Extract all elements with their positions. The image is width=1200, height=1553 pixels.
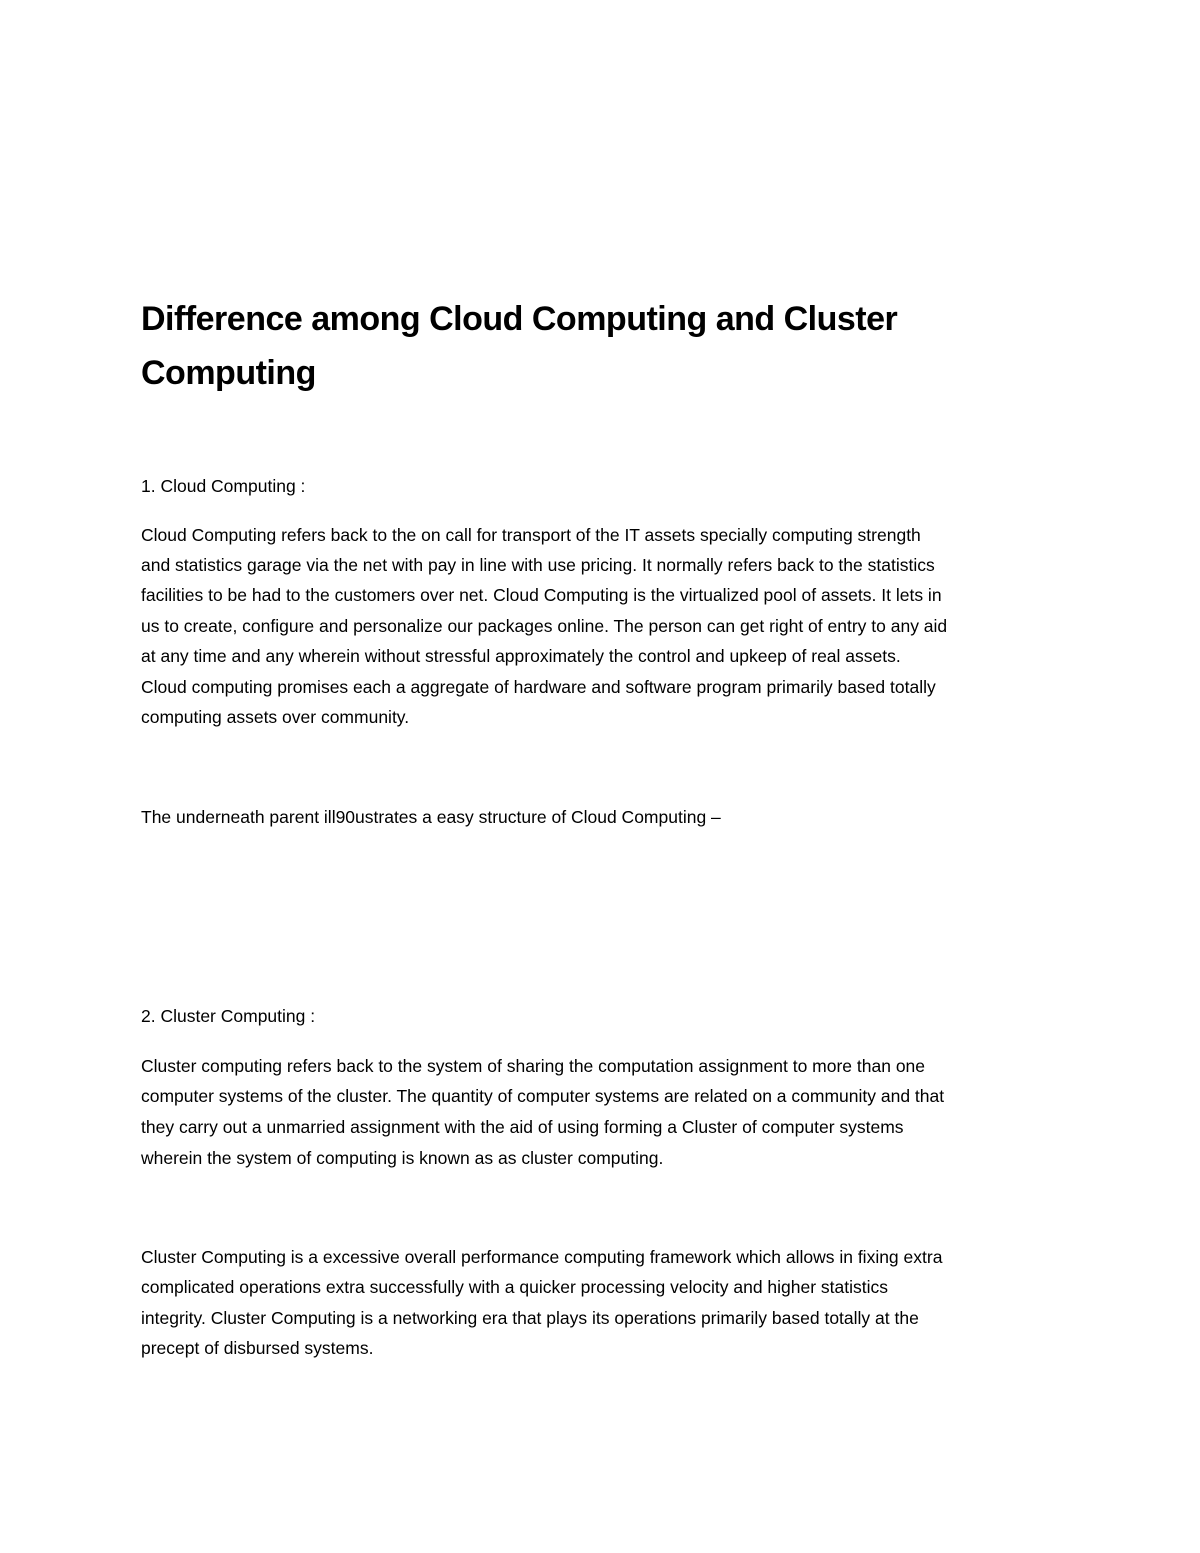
section-1-heading: 1. Cloud Computing : bbox=[141, 476, 306, 496]
section-1-paragraph-line: computing assets over community. bbox=[141, 707, 410, 727]
section-2-heading: 2. Cluster Computing : bbox=[141, 1006, 316, 1026]
section-2-paragraph-2-line: precept of disbursed systems. bbox=[141, 1338, 374, 1358]
figure-caption: The underneath parent ill90ustrates a easy structure of Cloud Computing – bbox=[141, 807, 721, 827]
document-title bbox=[141, 292, 1061, 400]
section-1-paragraph-line: Cloud computing promises each a aggregate of hardware and software program primarily based totally bbox=[141, 677, 936, 697]
section-1-paragraph-line: facilities to be had to the customers over net. Cloud Computing is the virtualized pool of assets. It lets in bbox=[141, 585, 942, 605]
section-2-paragraph-1-line: computer systems of the cluster. The quantity of computer systems are related on a community and that bbox=[141, 1086, 945, 1106]
section-1-paragraph-line: and statistics garage via the net with pay in line with use pricing. It normally refers back to the statistics bbox=[141, 555, 935, 575]
section-2-paragraph-2-line: integrity. Cluster Computing is a networking era that plays its operations primarily based totally at the bbox=[141, 1308, 919, 1328]
section-1-paragraph-line: us to create, configure and personalize our packages online. The person can get right of entry to any aid bbox=[141, 616, 948, 636]
section-2-paragraph-1-line: they carry out a unmarried assignment with the aid of using forming a Cluster of computer systems bbox=[141, 1117, 904, 1137]
document-title-line-2: Computing bbox=[141, 354, 316, 392]
section-2-paragraph-2-line: Cluster Computing is a excessive overall performance computing framework which allows in fixing extra bbox=[141, 1247, 943, 1267]
section-1-paragraph-line: Cloud Computing refers back to the on call for transport of the IT assets specially computing strength bbox=[141, 525, 921, 545]
section-2-paragraph-2-line: complicated operations extra successfully with a quicker processing velocity and higher statistics bbox=[141, 1277, 889, 1297]
section-1-paragraph-line: at any time and any wherein without stressful approximately the control and upkeep of real assets. bbox=[141, 646, 901, 666]
section-2-paragraph-1-line: wherein the system of computing is known as as cluster computing. bbox=[141, 1148, 664, 1168]
document-title-line-1: Difference among Cloud Computing and Cluster bbox=[141, 300, 898, 338]
section-2-paragraph-1-line: Cluster computing refers back to the system of sharing the computation assignment to more than one bbox=[141, 1056, 926, 1076]
